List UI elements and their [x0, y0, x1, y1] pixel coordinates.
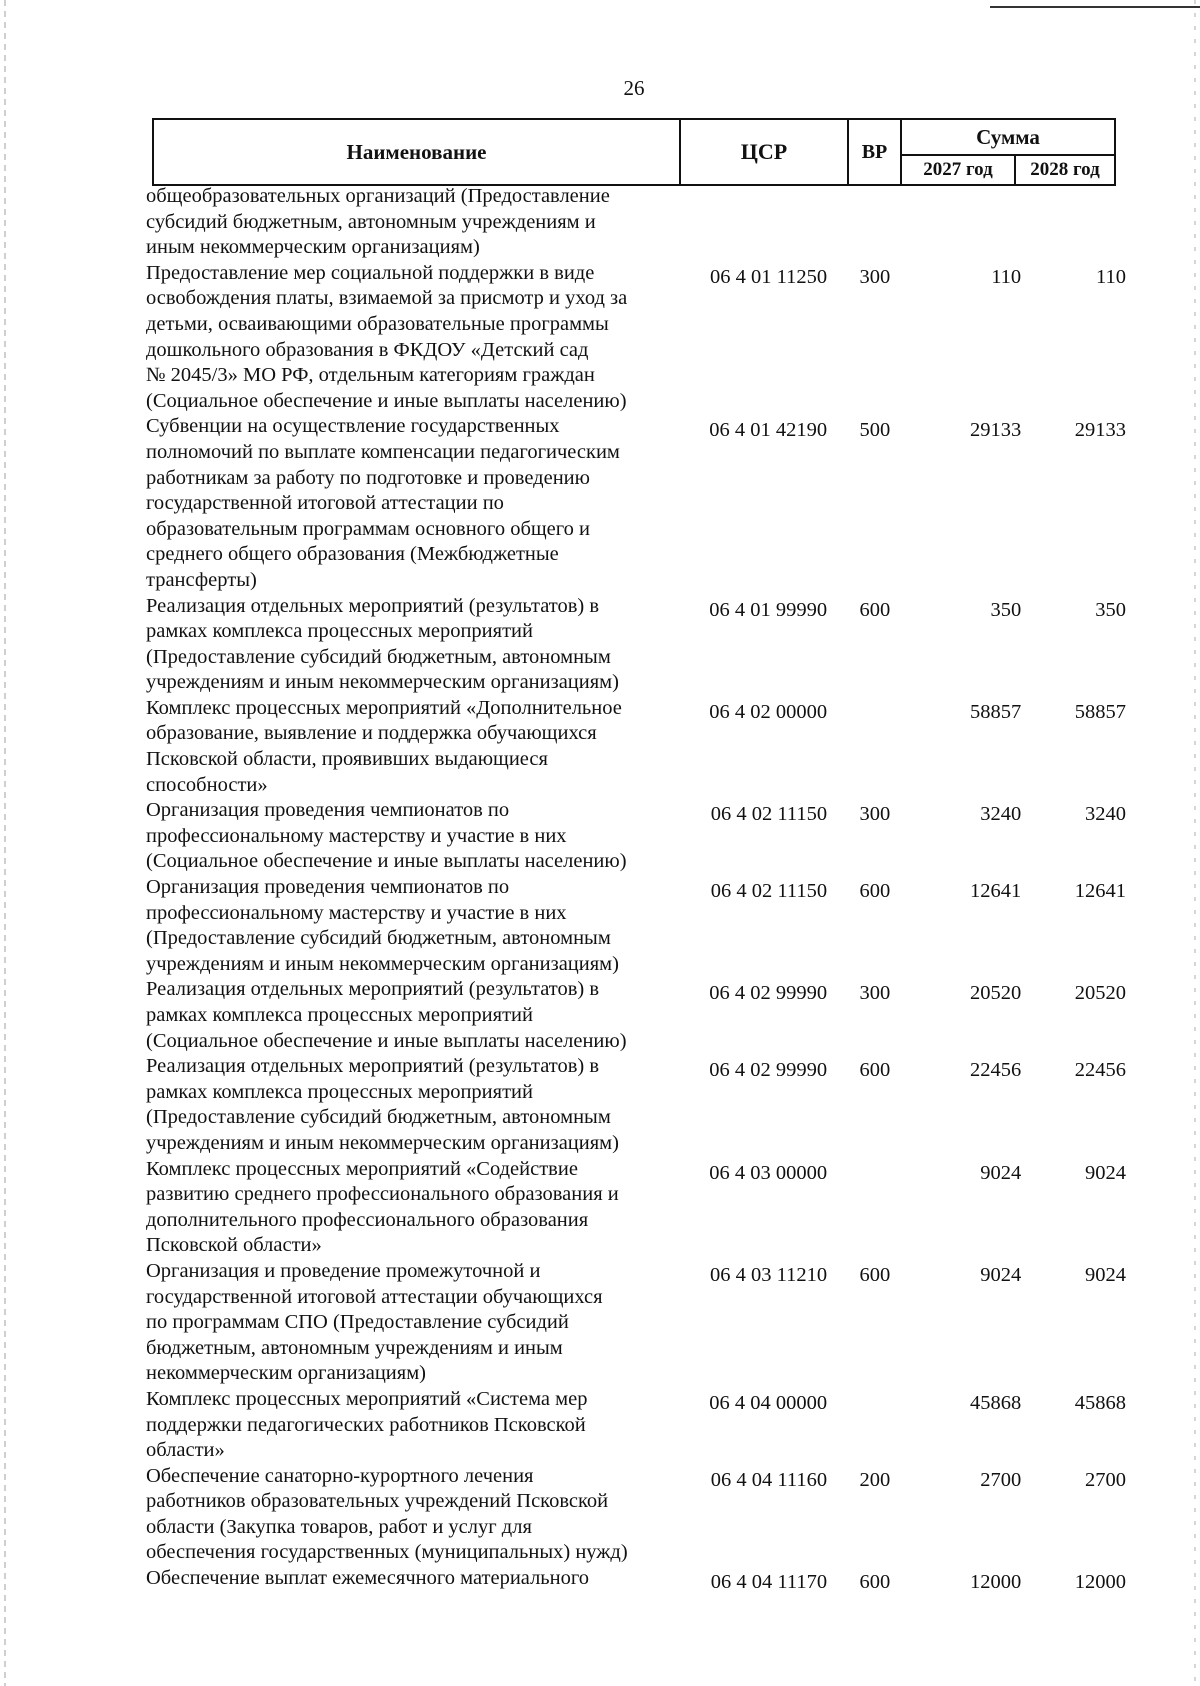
row-vr — [827, 1157, 890, 1161]
table-row — [146, 977, 1126, 1054]
row-csr — [660, 184, 827, 188]
row-vr: 300 — [859, 982, 891, 1005]
table-row — [146, 1157, 1126, 1259]
row-vr: 600 — [859, 1263, 891, 1286]
header-year-2028: 2028 год — [1030, 159, 1100, 180]
header-sum: Сумма — [902, 120, 1114, 156]
row-sum-2028: 110 — [1095, 265, 1126, 288]
row-sum-2028: 9024 — [1084, 1263, 1126, 1286]
row-sum-2028: 12641 — [1074, 880, 1126, 903]
row-sum-2028: 12000 — [1074, 1571, 1126, 1594]
row-csr: 06 4 04 00000 — [709, 1391, 828, 1414]
row-vr: 300 — [859, 265, 891, 288]
table-body — [146, 184, 1126, 1596]
row-vr — [827, 184, 890, 188]
row-name: Комплекс процессных мероприятий «Дополнительное образование, выявление и поддержка обучающихся Псковской области, проявивших выдающиеся способности» — [146, 696, 622, 796]
row-csr: 06 4 01 99990 — [709, 598, 828, 621]
row-csr: 06 4 04 11170 — [710, 1571, 828, 1594]
row-sum-2028: 58857 — [1074, 700, 1126, 723]
row-name: Организация проведения чемпионатов по профессиональному мастерству и участие в них (Предоставление субсидий бюджетным, автономным учреждениям и иным некоммерческим организациям) — [146, 876, 619, 975]
row-name: Предоставление мер социальной поддержки в виде освобождения платы, взимаемой за присмотр и уход за детьми, осваивающими образовательные программы дошкольного образования в ФКДОУ «Детский сад № 2045/3» МО РФ, отдельным категориям граждан (Социальное обеспечение и иные выплаты населению) — [146, 261, 628, 412]
row-sum-2027 — [890, 184, 1021, 188]
row-vr — [827, 696, 890, 700]
row-sum-2027: 12000 — [969, 1571, 1022, 1594]
row-sum-2028: 350 — [1095, 598, 1126, 621]
row-vr: 600 — [859, 1059, 891, 1082]
row-name: Организация и проведение промежуточной и государственной итоговой аттестации обучающихся по программам СПО (Предоставление субсидий бюджетным, автономным учреждениям и иным некоммерческим организациям) — [146, 1259, 603, 1385]
row-sum-2027: 20520 — [969, 982, 1022, 1005]
row-vr: 500 — [859, 419, 891, 442]
row-sum-2028: 9024 — [1084, 1161, 1126, 1184]
row-csr: 06 4 01 11250 — [710, 265, 828, 288]
scan-edge-top — [990, 6, 1200, 8]
row-sum-2027: 29133 — [969, 419, 1022, 442]
row-vr — [827, 1387, 890, 1391]
row-csr: 06 4 03 11210 — [710, 1263, 828, 1286]
table-row — [146, 696, 1126, 798]
row-sum-2028: 22456 — [1074, 1059, 1126, 1082]
row-csr: 06 4 02 99990 — [709, 982, 828, 1005]
row-name: Реализация отдельных мероприятий (результатов) в рамках комплекса процессных мероприятий (Социальное обеспечение и иные выплаты населению) — [146, 978, 627, 1052]
row-sum-2027: 110 — [991, 265, 1022, 288]
table-row — [146, 1259, 1126, 1387]
table-row — [146, 261, 1126, 415]
table-row — [146, 414, 1126, 593]
table-row — [146, 594, 1126, 696]
scan-edge-left — [4, 0, 6, 1686]
table-row — [146, 184, 1126, 261]
row-name: Обеспечение выплат ежемесячного материального — [146, 1567, 590, 1590]
header-vr: ВР — [849, 120, 902, 184]
row-vr: 600 — [859, 1571, 891, 1594]
table-row — [146, 1464, 1126, 1566]
row-sum-2027: 9024 — [980, 1263, 1022, 1286]
row-name: Субвенции на осуществление государственных полномочий по выплате компенсации педагогическим работникам за работу по подготовке и проведению государственной итоговой аттестации по образовательным программам основного общего и среднего общего образования (Межбюджетные трансферты) — [146, 415, 620, 591]
table-row — [146, 875, 1126, 977]
row-sum-2027: 22456 — [969, 1059, 1022, 1082]
row-csr: 06 4 02 99990 — [709, 1059, 828, 1082]
row-sum-2027: 9024 — [980, 1161, 1022, 1184]
row-name: Обеспечение санаторно-курортного лечения работников образовательных учреждений Псковской области (Закупка товаров, работ и услуг для обеспечения государственных (муниципальных) нужд) — [146, 1464, 628, 1564]
table-row — [146, 1387, 1126, 1464]
row-vr: 200 — [859, 1468, 891, 1491]
row-sum-2027: 350 — [990, 598, 1022, 621]
page-number: 26 — [623, 76, 645, 100]
row-sum-2028: 45868 — [1074, 1391, 1126, 1414]
row-sum-2028: 20520 — [1074, 982, 1126, 1005]
row-name: Организация проведения чемпионатов по профессиональному мастерству и участие в них (Социальное обеспечение и иные выплаты населению) — [146, 799, 627, 873]
row-sum-2027: 58857 — [969, 700, 1022, 723]
row-name: Комплекс процессных мероприятий «Содействие развитию среднего профессионального образования и дополнительного профессионального образования Псковской области» — [146, 1157, 619, 1257]
row-csr: 06 4 04 11160 — [710, 1468, 828, 1491]
table-row — [146, 798, 1126, 875]
header-year-2027: 2027 год — [902, 156, 1016, 184]
row-vr: 600 — [859, 598, 891, 621]
row-csr: 06 4 02 11150 — [710, 803, 828, 826]
row-name: Комплекс процессных мероприятий «Система мер поддержки педагогических работников Псковской области» — [146, 1387, 588, 1462]
row-sum-2028: 29133 — [1074, 419, 1126, 442]
row-name: Реализация отдельных мероприятий (результатов) в рамках комплекса процессных мероприятий (Предоставление субсидий бюджетным, автономным учреждениям и иным некоммерческим организациям) — [146, 594, 619, 694]
row-vr: 600 — [859, 880, 891, 903]
row-csr: 06 4 02 00000 — [709, 700, 828, 723]
row-csr: 06 4 02 11150 — [710, 880, 828, 903]
scan-edge-right — [1194, 0, 1196, 1686]
header-csr: ЦСР — [681, 120, 849, 184]
row-sum-2027: 12641 — [969, 880, 1022, 903]
row-sum-2027: 2700 — [980, 1468, 1022, 1491]
header-name: Наименование — [154, 120, 681, 184]
row-sum-2028: 2700 — [1084, 1468, 1126, 1491]
row-name: общеобразовательных организаций (Предоставление субсидий бюджетным, автономным учреждениям и иным некоммерческим организациям) — [146, 185, 610, 259]
table-row — [146, 1054, 1126, 1156]
table-row — [146, 1566, 1126, 1596]
table-header — [152, 118, 1116, 186]
row-csr: 06 4 03 00000 — [709, 1161, 828, 1184]
row-sum-2028 — [1021, 184, 1126, 188]
row-sum-2028: 3240 — [1084, 803, 1126, 826]
row-name: Реализация отдельных мероприятий (результатов) в рамках комплекса процессных мероприятий (Предоставление субсидий бюджетным, автономным учреждениям и иным некоммерческим организациям) — [146, 1055, 619, 1154]
row-sum-2027: 45868 — [969, 1391, 1022, 1414]
row-vr: 300 — [859, 803, 891, 826]
row-csr: 06 4 01 42190 — [709, 419, 828, 442]
row-sum-2027: 3240 — [980, 803, 1022, 826]
